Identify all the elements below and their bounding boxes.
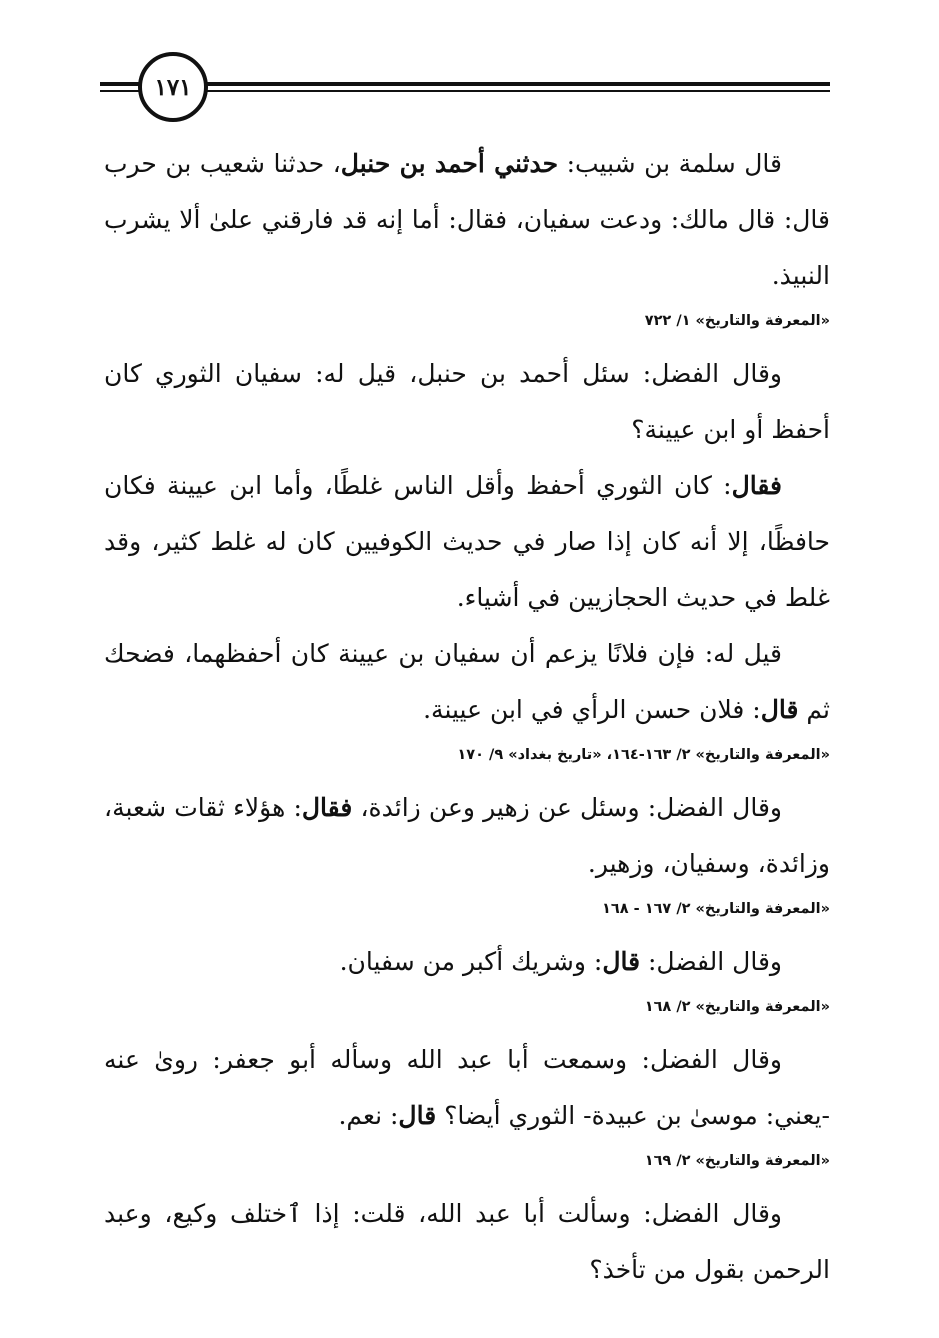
source-citation: «المعرفة والتاريخ» ١/ ٧٢٢ [644,313,830,329]
text-run: : كان الثوري أحفظ وأقل الناس غلطًا، وأما ابن عيينة فكان حافظًا، إلا أنه كان إذا صار في حديث الكوفيين كان له غلط كثير، وقد غلط في حديث الحجازيين في أشياء. [104,471,830,612]
paragraph [104,626,830,738]
text-run: وقال الفضل: سئل أحمد بن حنبل، قيل له: سفيان الثوري كان أحفظ أو ابن عيينة؟ [104,359,830,444]
bold-phrase: قال [398,1101,437,1130]
text-run: وقال الفضل: وسئل عن زهير وعن زائدة، [352,793,782,822]
paragraph [104,346,830,458]
paragraph [104,1032,830,1144]
page-number: ١٧١ [138,52,208,122]
text-run: ، حدثنا شعيب بن حرب قال: قال مالك: ودعت سفيان، فقال: أما إنه قد فارقني علىٰ ألا يشرب النبيذ. [104,149,830,290]
bold-phrase: حدثني أحمد بن حنبل [340,149,559,178]
text-run: : وشريك أكبر من سفيان. [339,947,603,976]
text-run: قيل له: فإن فلانًا يزعم أن سفيان بن عيينة كان أحفظهما، فضحك ثم [104,639,830,724]
header-rule-thin [100,90,830,92]
header-rule-thick [100,82,830,86]
paragraph [104,458,830,626]
paragraph [104,934,830,990]
paragraph [104,1186,830,1298]
text-run: وقال الفضل: وسمعت أبا عبد الله وسأله أبو جعفر: روىٰ عنه -يعني: موسىٰ بن عبيدة- الثوري أيضا؟ [104,1045,830,1130]
bold-phrase: قال [602,947,641,976]
bold-phrase: فقال [731,471,782,500]
text-run: قال سلمة بن شبيب: [558,149,782,178]
source-citation: «المعرفة والتاريخ» ٢/ ١٦٣-١٦٤، «تاريخ بغداد» ٩/ ١٧٠ [457,747,830,763]
bold-phrase: قال [760,695,799,724]
source-citation: «المعرفة والتاريخ» ٢/ ١٦٨ [644,999,830,1015]
page-body [104,136,830,1298]
paragraph [104,780,830,892]
text-run: وقال الفضل: [640,947,782,976]
page-header [100,52,830,132]
text-run: : فلان حسن الرأي في ابن عيينة. [423,695,761,724]
bold-phrase: فقال [301,793,353,822]
source-citation: «المعرفة والتاريخ» ٢/ ١٦٩ [644,1153,830,1169]
paragraph [104,136,830,304]
text-run: : نعم. [338,1101,399,1130]
text-run: وقال الفضل: وسألت أبا عبد الله، قلت: إذا ٱختلف وكيع، وعبد الرحمن بقول من تأخذ؟ [104,1199,830,1284]
text-run: : هؤلاء ثقات شعبة، وزائدة، وسفيان، وزهير. [104,793,830,878]
source-citation: «المعرفة والتاريخ» ٢/ ١٦٧ - ١٦٨ [602,901,830,917]
